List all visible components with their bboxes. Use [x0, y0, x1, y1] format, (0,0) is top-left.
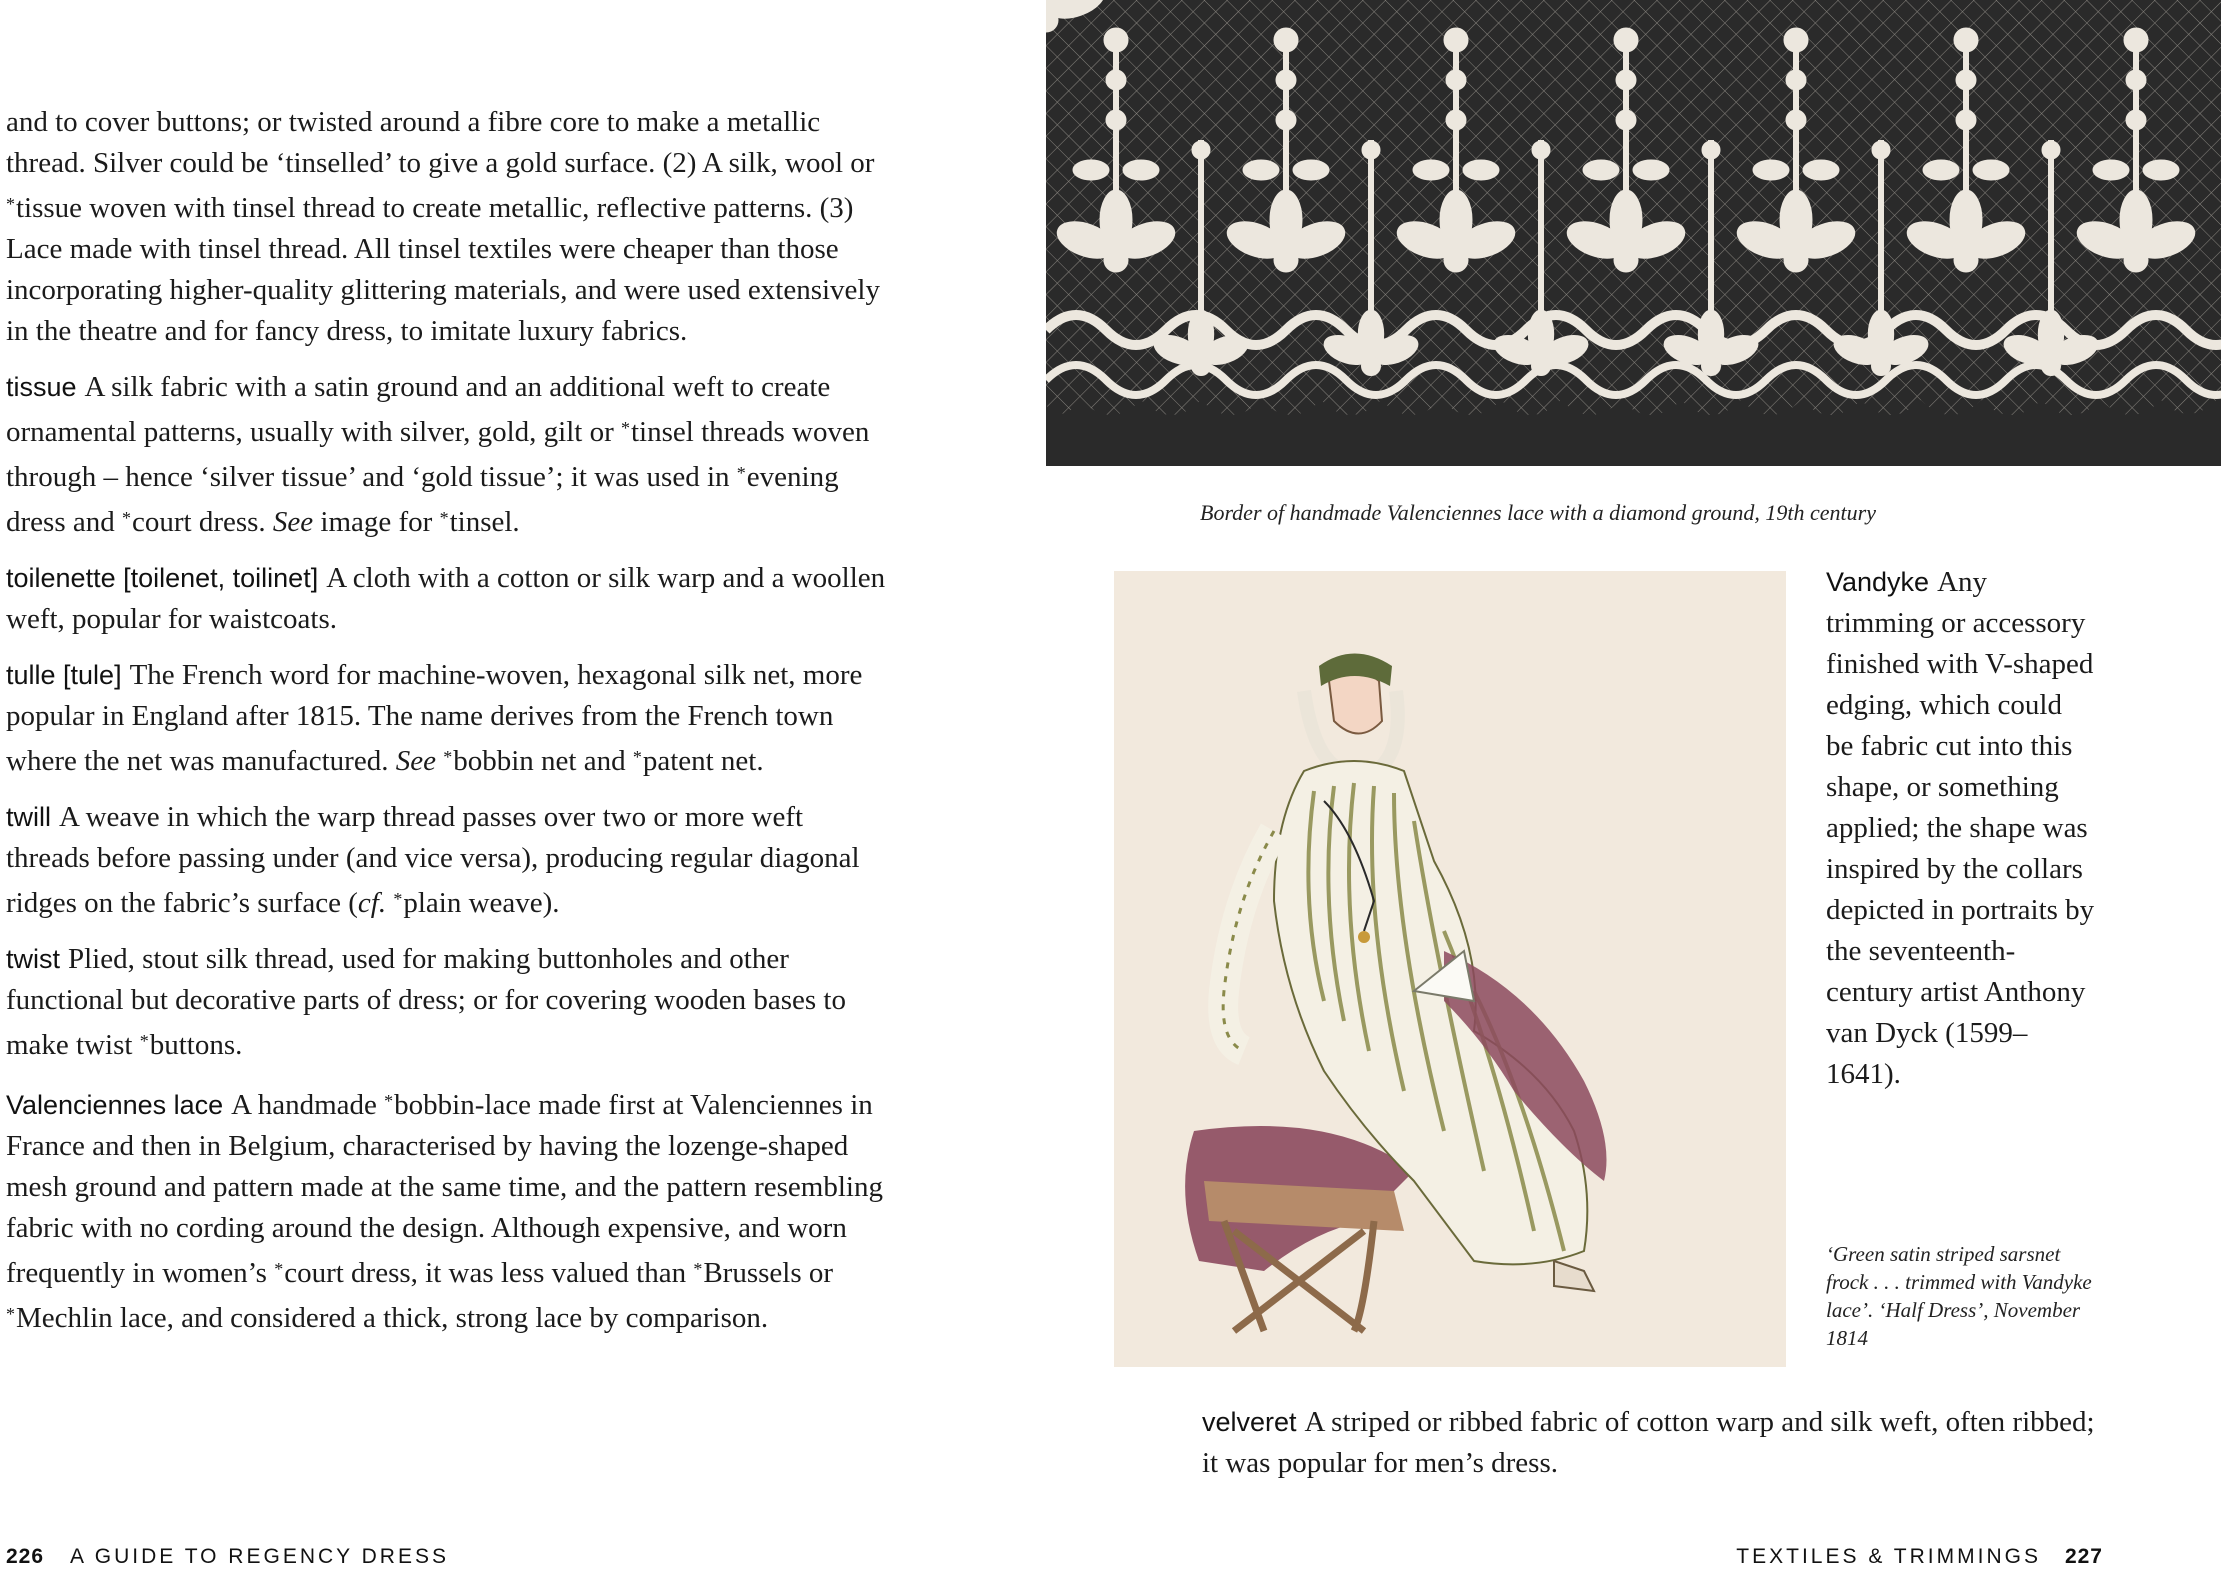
- entry-text: Any trimming or accessory finished with V-shaped edging, which could be fabric cut into this shape, or something applied; the shape was inspired by the collars depicted in portraits by the seventeenth-century artist Anthony van Dyck (1599–1641).: [1826, 566, 2095, 1090]
- entry-text: See: [395, 745, 436, 777]
- entry-text: and to cover buttons; or twisted around a fibre core to make a metallic thread. Silver could be ‘tinselled’ to give a gold surface. (2) A silk, wool or: [6, 106, 875, 179]
- dictionary-entry: [6, 102, 886, 352]
- cross-reference-asterisk: *: [139, 1031, 149, 1051]
- lace-image-caption: Border of handmade Valenciennes lace with a diamond ground, 19th century: [1200, 500, 1876, 525]
- lace-border-image: [1046, 0, 2221, 466]
- cross-reference-asterisk: *: [439, 508, 449, 528]
- cross-reference-asterisk: *: [632, 747, 642, 767]
- dictionary-entry: [6, 655, 886, 782]
- entry-text: court dress.: [131, 506, 273, 538]
- left-text-column: [6, 102, 886, 1354]
- running-title: TEXTILES & TRIMMINGS: [1736, 1545, 2041, 1568]
- entry-term: Valenciennes lace: [6, 1090, 224, 1120]
- cross-reference-asterisk: *: [384, 1091, 394, 1111]
- right-page-footer: [1736, 1545, 2103, 1569]
- left-page-footer: [6, 1545, 449, 1569]
- entry-text: The French word for machine-woven, hexagonal silk net, more popular in England after 1815. The name derives from the French town where the net was manufactured.: [6, 659, 863, 777]
- dictionary-entry: [1202, 1402, 2102, 1484]
- cross-reference-asterisk: *: [736, 463, 746, 483]
- entry-term: velveret: [1202, 1407, 1297, 1437]
- entry-text: buttons.: [149, 1029, 243, 1061]
- entry-text: patent net.: [642, 745, 764, 777]
- velveret-entry-block: [1202, 1402, 2102, 1484]
- entry-term: Vandyke: [1826, 567, 1930, 597]
- cross-reference-asterisk: *: [274, 1259, 284, 1279]
- fashion-plate-caption: ‘Green satin striped sarsnet frock . . . trimmed with Vandyke lace’. ‘Half Dress’, November 1814: [1826, 1242, 2092, 1350]
- cross-reference-asterisk: *: [121, 508, 131, 528]
- entry-text: court dress, it was less valued than: [284, 1257, 694, 1289]
- entry-text: tinsel threads woven through – hence ‘silver tissue’ and ‘gold tissue’; it was used in: [6, 416, 870, 493]
- dictionary-entry: [1826, 562, 2096, 1095]
- entry-text: bobbin-lace made first at Valenciennes in France and then in Belgium, characterised by having the lozenge-shaped mesh ground and pattern made at the same time, and the pattern resembling fabric with no cording around the design. Although expensive, and worn frequently in women’s: [6, 1089, 883, 1289]
- entry-text: Mechlin lace, and considered a thick, strong lace by comparison.: [16, 1302, 769, 1334]
- entry-text: A striped or ribbed fabric of cotton warp and silk weft, often ribbed; it was popular for men’s dress.: [1202, 1406, 2095, 1479]
- dictionary-entry: [6, 1081, 886, 1339]
- cross-reference-asterisk: *: [6, 194, 15, 214]
- dictionary-entry: [6, 797, 886, 924]
- entry-text: A silk fabric with a satin ground and an additional weft to create ornamental patterns, usually with silver, gold, gilt or: [6, 371, 831, 448]
- entry-text: tinsel.: [449, 506, 520, 538]
- entry-text: Brussels or: [703, 1257, 834, 1289]
- dictionary-entry: [6, 367, 886, 543]
- cross-reference-asterisk: *: [693, 1259, 703, 1279]
- entry-text: tissue woven with tinsel thread to create metallic, reflective patterns. (3) Lace made with tinsel thread. All tinsel textiles were cheaper than those incorporating higher-quality glittering materials, and were used extensively in the theatre and for fancy dress, to imitate luxury fabrics.: [6, 192, 880, 347]
- cross-reference-asterisk: *: [393, 889, 403, 909]
- dictionary-entry: [6, 939, 886, 1066]
- entry-term: tulle [tule]: [6, 660, 122, 690]
- entry-term: twist: [6, 944, 60, 974]
- entry-text: See: [272, 506, 314, 538]
- left-page: [0, 0, 1110, 1568]
- page-number: 226: [6, 1545, 45, 1568]
- vandyke-text-column: [1826, 562, 2096, 1095]
- cross-reference-asterisk: *: [443, 747, 453, 767]
- page-number: 227: [2064, 1545, 2103, 1568]
- entry-term: twill: [6, 802, 51, 832]
- dictionary-entry: [6, 558, 886, 640]
- entry-text: A cloth with a cotton or silk warp and a woollen weft, popular for waistcoats.: [6, 562, 886, 635]
- entry-term: toilenette [toilenet, toilinet]: [6, 563, 319, 593]
- entry-text: plain weave).: [403, 887, 560, 919]
- running-title: A GUIDE TO REGENCY DRESS: [70, 1545, 449, 1568]
- cross-reference-asterisk: *: [6, 1304, 15, 1324]
- cross-reference-asterisk: *: [620, 418, 630, 438]
- entry-text: image for: [313, 506, 440, 538]
- entry-text: A weave in which the warp thread passes over two or more weft threads before passing under (and vice versa), producing regular diagonal ridges on the fabric’s surface (: [6, 801, 860, 919]
- entry-text: Plied, stout silk thread, used for making buttonholes and other functional but decorative parts of dress; or for covering wooden bases to make twist: [6, 943, 846, 1061]
- entry-text: evening dress and: [6, 461, 839, 538]
- entry-text: A handmade: [231, 1089, 385, 1121]
- entry-text: bobbin net and: [453, 745, 633, 777]
- entry-text: cf.: [357, 887, 387, 919]
- fashion-plate-image: [1114, 571, 1786, 1367]
- entry-term: tissue: [6, 372, 77, 402]
